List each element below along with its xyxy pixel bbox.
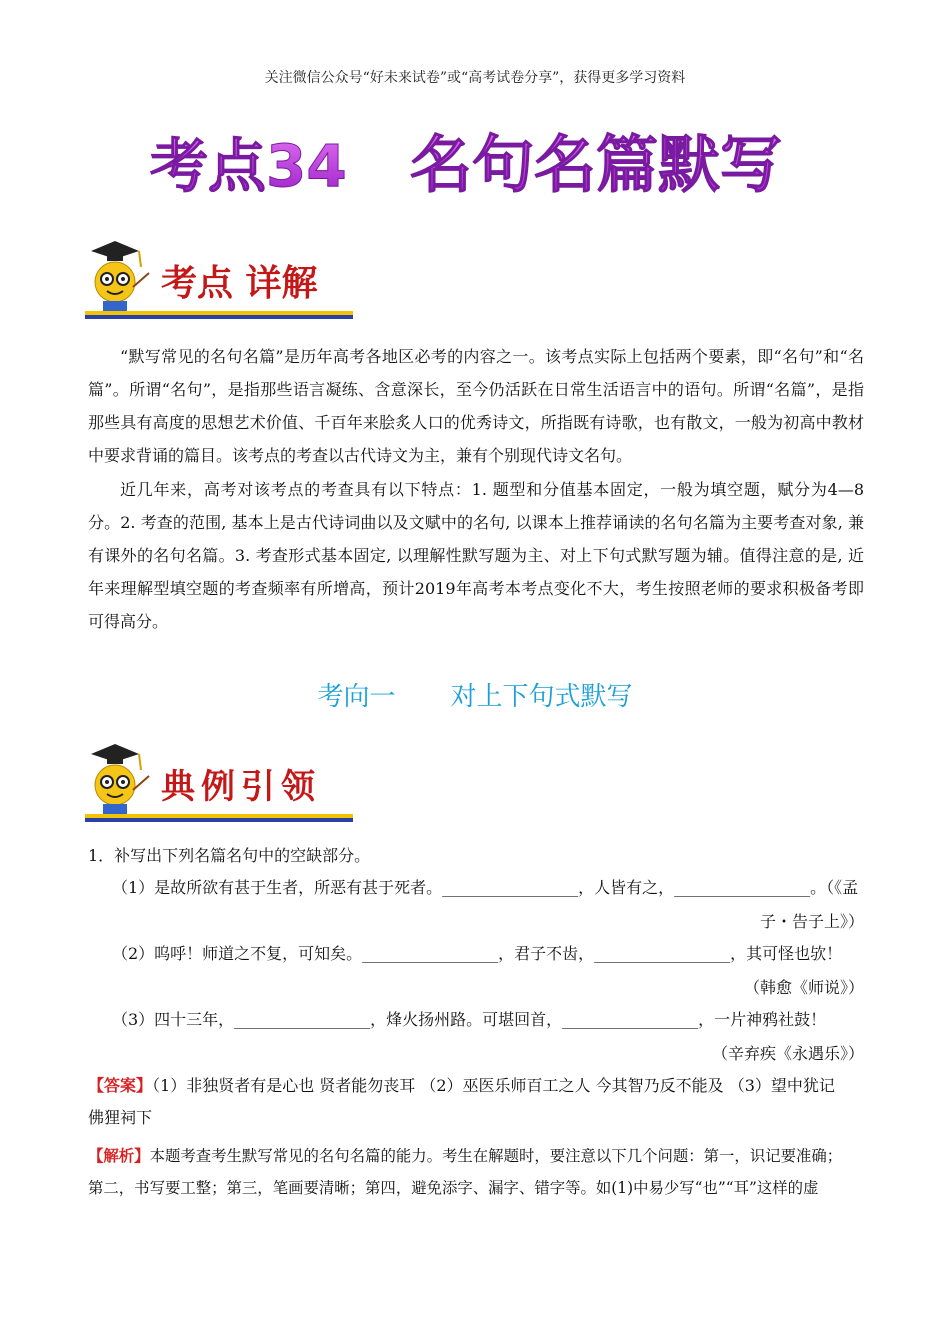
question-3-source: （辛弃疾《永遇乐》）: [711, 1044, 864, 1063]
section-heading: [0, 676, 950, 713]
question-block: [88, 840, 864, 1070]
question-3: （3）四十三年，_________________，烽火扬州路。可堪回首，_________________，一片神鸦社鼓！: [112, 1010, 827, 1029]
question-2-source: （韩愈《师说》）: [743, 978, 864, 997]
analysis-block: [88, 1140, 864, 1204]
cartoon-student-icon: [91, 241, 149, 311]
header-note: 关注微信公众号“好未来试卷”或“高考试卷分享”，获得更多学习资料: [264, 70, 686, 86]
question-2: （2）呜呼！师道之不复，可知矣。_________________，君子不齿，_________________，其可怪也欤！: [112, 944, 843, 963]
kaodian-banner: [85, 237, 355, 321]
question-1-source: 子・告子上》）: [759, 912, 864, 931]
main-title-part2: 名句名篇默写: [410, 128, 783, 201]
answer-tag: 【答案】: [88, 1076, 153, 1095]
cartoon-student-icon: [91, 744, 149, 814]
banner-label: 考点 详解: [161, 262, 318, 304]
dianli-banner: [85, 740, 355, 824]
section-heading-part1: 考向一: [317, 682, 396, 712]
analysis-tag: 【解析】: [88, 1147, 150, 1165]
intro-paragraph-1: “默写常见的名句名篇”是历年高考各地区必考的内容之一。该考点实际上包括两个要素，即“名句”和“名篇”。所谓“名句”，是指那些语言凝练、含意深长，至今仍活跃在日常生活语言中的语句。所谓“名篇”，是指那些具有高度的思想艺术价值、千百年来脍炙人口的优秀诗文，所指既有诗歌，也有散文，一般为初高中教材中要求背诵的篇目。该考点的考查以古代诗文为主，兼有个别现代诗文名句。: [88, 347, 864, 465]
question-stem: 1．补写出下列名篇名句中的空缺部分。: [88, 846, 371, 865]
answer-text-continued: 佛狸祠下: [88, 1108, 153, 1127]
answer-text: （1）非独贤者有是心也 贤者能勿丧耳 （2）巫医乐师百工之人 今其智乃反不能及 （3）望中犹记: [152, 1076, 835, 1095]
banner-label: 典例引领: [161, 767, 321, 807]
main-title-part1: 考点34: [150, 132, 347, 200]
intro-text: [88, 340, 864, 638]
question-1: （1）是故所欲有甚于生者，所恶有甚于死者。_________________，人皆有之，_________________。（《孟: [112, 878, 859, 897]
answer-block: [88, 1070, 864, 1134]
section-heading-part2: 对上下句式默写: [450, 682, 633, 712]
analysis-text-continued: 第二，书写要工整；第三，笔画要清晰；第四，避免添字、漏字、错字等。如(1)中易少写“也”“耳”这样的虚: [88, 1179, 819, 1197]
intro-paragraph-2: 近几年来，高考对该考点的考查具有以下特点：1. 题型和分值基本固定，一般为填空题，赋分为4—8分。2. 考查的范围, 基本上是古代诗词曲以及文赋中的名句, 以课本上推荐诵读的名句名篇为主要考查对象, 兼有课外的名句名篇。3. 考查形式基本固定, 以理解性默写题为主、对上下句式默写题为辅。值得注意的是, 近年来理解型填空题的考查频率有所增高，预计2019年高考本考点变化不大，考生按照老师的要求积极备考即可得高分。: [88, 480, 864, 631]
analysis-text: 本题考查考生默写常见的名句名篇的能力。考生在解题时，要注意以下几个问题：第一，识记要准确；: [149, 1147, 843, 1165]
main-title: [140, 122, 820, 202]
